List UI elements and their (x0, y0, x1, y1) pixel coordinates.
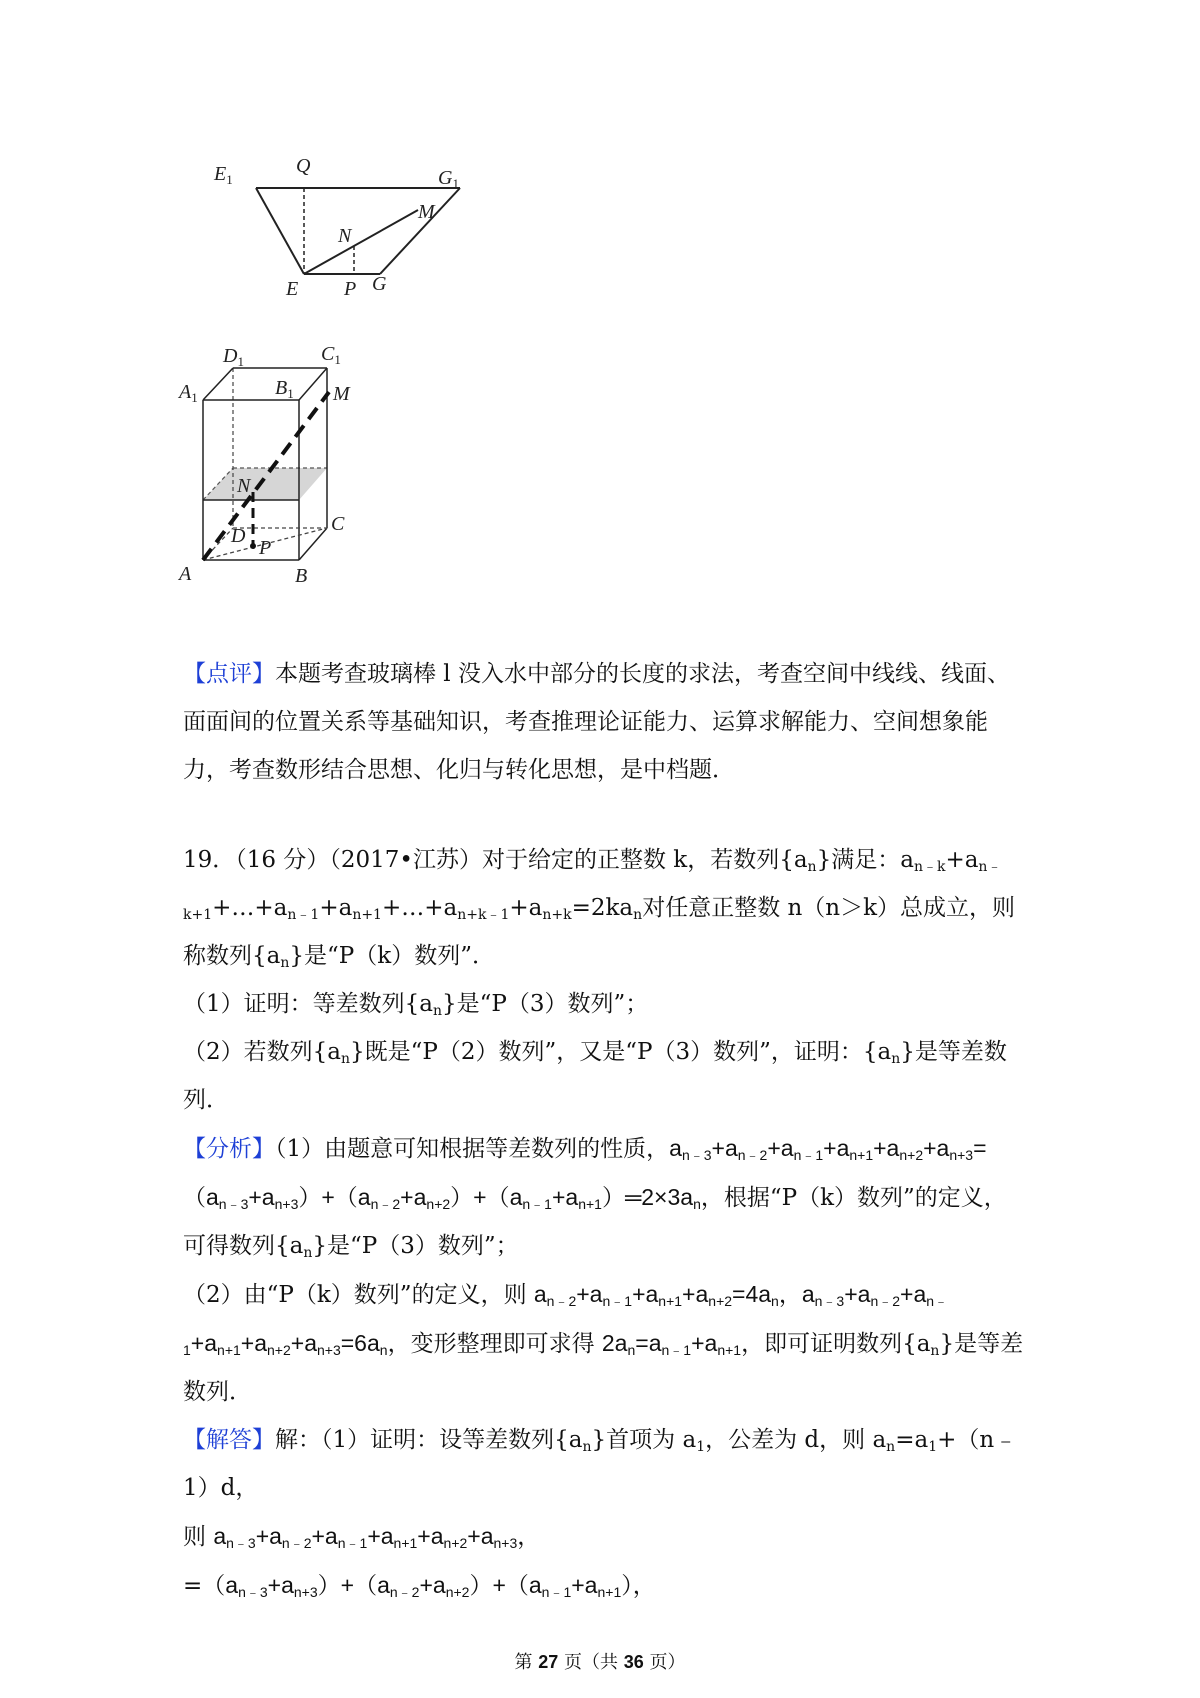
solution-paragraph: 【解答】解：（1）证明：设等差数列$\{a_n\}$首项为 $a_1$，公差为 d，则 $a_n=a_1+(n﹣1)d$， (183, 1427, 1018, 1501)
label-a1: $A_1$ (179, 381, 198, 405)
label-g1: $G_1$ (438, 167, 459, 191)
figure-prism (175, 340, 375, 590)
label-a: A (179, 563, 192, 585)
point-p (250, 543, 256, 549)
prism-diagram (175, 340, 375, 590)
solution-tag: 【解答】 (183, 1427, 275, 1453)
analysis-paragraph: 【分析】（1）由题意可知根据等差数列的性质，$a_{n﹣3}+a_{n﹣2}+a_{n﹣1}+a_{n+1}+a_{n+2}+a_{n+3}=(a_{n﹣3}+a_{n+3})+(a_{n﹣2}+a_{n+2})+(a_{n﹣1}+a_{n+1})═2\times 3a_n$，根据“P（k）数列”的定义，可得数列$\{a_n\}$是“P（3）数列”； (183, 1135, 1007, 1261)
solution-line2: 则 $a_{n﹣3}+a_{n﹣2}+a_{n﹣1}+a_{n+1}+a_{n+2}+a_{n+3}$， (183, 1523, 541, 1551)
page-number: 27 (538, 1652, 559, 1672)
label-c1: $C_1$ (321, 343, 341, 367)
label-p: P (344, 278, 357, 300)
label-b: B (295, 565, 308, 587)
label-m: M (418, 201, 435, 223)
label-q: Q (296, 155, 311, 177)
page-total: 36 (623, 1652, 644, 1672)
solution-line3: $=(a_{n﹣3}+a_{n+3})+(a_{n﹣2}+a_{n+2})+(a_{n﹣1}+a_{n+1})$， (183, 1572, 656, 1600)
review-tag: 【点评】 (183, 661, 275, 687)
figure-trapezoid (200, 150, 500, 310)
label-m: M (333, 383, 350, 405)
problem-part1: （1）证明：等差数列$\{a_n\}$是“P（3）数列”； (183, 991, 649, 1019)
label-b1: $B_1$ (275, 377, 294, 401)
trapezoid-diagram (200, 150, 500, 310)
problem-part2: （2）若数列$\{a_n\}$既是“P（2）数列”，又是“P（3）数列”，证明：$\{a_n\}$是等差数列． (183, 1039, 1007, 1113)
page-footer: 第 27 页（共 36 页） (514, 1652, 686, 1673)
label-e1: $E_1$ (214, 163, 233, 187)
water-surface (203, 468, 327, 500)
document-body (183, 650, 1028, 1610)
analysis-tag: 【分析】 (183, 1136, 275, 1162)
edge-e1e (256, 188, 304, 274)
label-d: D (231, 525, 246, 547)
label-n: N (338, 225, 352, 247)
label-g: G (372, 273, 387, 295)
label-c: C (331, 513, 345, 535)
label-p: P (259, 537, 272, 559)
analysis-part2: （2）由“P（k）数列”的定义，则 $a_{n﹣2}+a_{n﹣1}+a_{n+1}+a_{n+2}=4a_n$，$a_{n﹣3}+a_{n﹣2}+a_{n﹣1}+a_{n+1}+a_{n+2}+a_{n+3}=6a_n$，变形整理即可求得 $2a_n=a_{n﹣1}+a_{n+1}$，即可证明数列$\{a_n\}$是等差数列． (183, 1281, 1024, 1405)
label-n: N (237, 475, 251, 497)
problem-statement: 19．（16 分）（2017•江苏）对于给定的正整数 k，若数列$\{a_n\}$满足：$a_{n﹣k}+a_{n﹣k+1}+\dots+a_{n﹣1}+a_{n+1}+\dots+a_{n+k﹣1}+a_{n+k}=2ka_n$对任意正整数 n（n＞k）总成立，则称数列$\{a_n\}$是“P（k）数列”． (183, 847, 1016, 971)
review-text: 本题考查玻璃棒 l 没入水中部分的长度的求法，考查空间中线线、线面、面面间的位置关系等基础知识，考查推理论证能力、运算求解能力、空间想象能力，考查数形结合思想、化归与转化思想，是中档题． (183, 661, 1010, 783)
label-e: E (286, 278, 299, 300)
label-d1: $D_1$ (223, 345, 244, 369)
review-paragraph (183, 650, 1028, 794)
segment-em (304, 210, 418, 274)
